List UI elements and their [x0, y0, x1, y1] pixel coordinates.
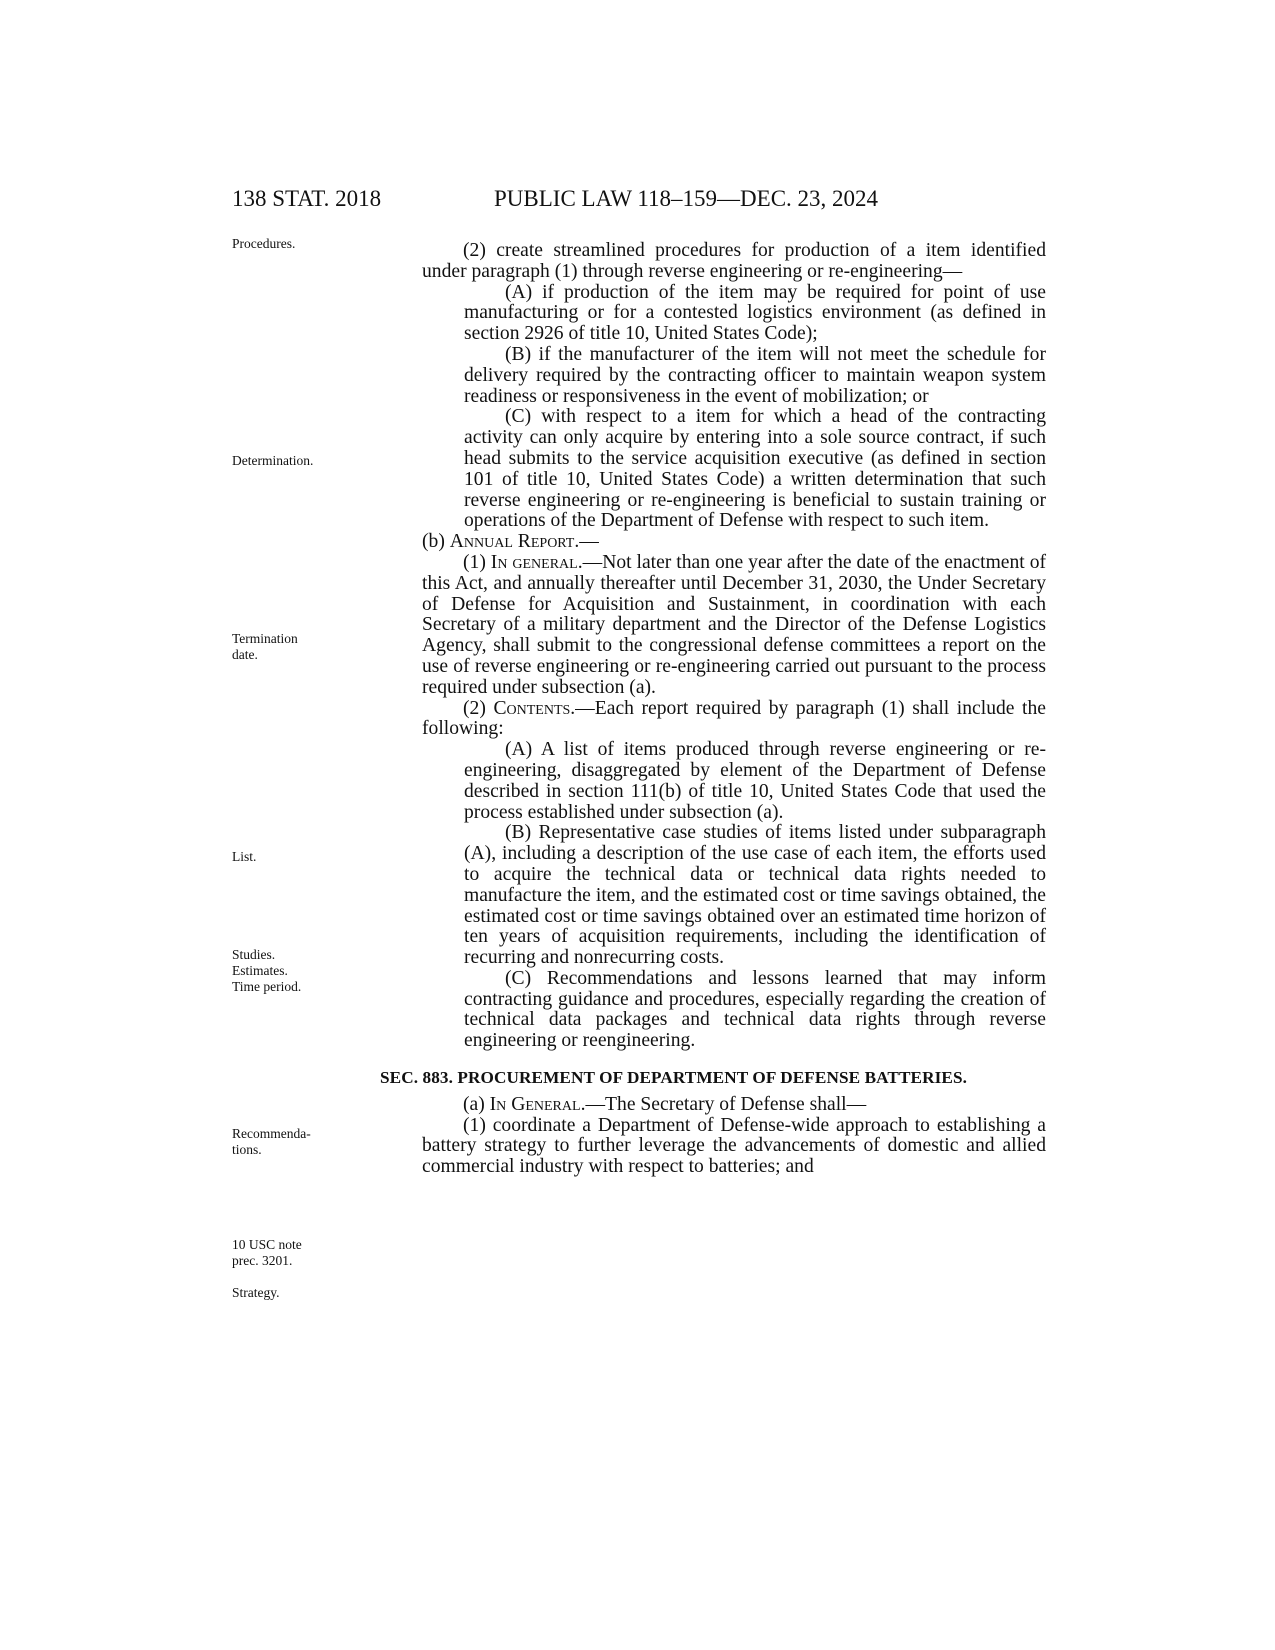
subparagraph-2b: (B) if the manufacturer of the item will not meet the schedule for delivery required by the contracting officer to maintain weapon system readiness or responsiveness in the event of mobilization; or	[464, 343, 1046, 407]
margin-note-list: List.	[232, 849, 257, 864]
page-header	[232, 186, 1046, 216]
subparagraph-b2a: (A) A list of items produced through reverse engineering or re-engineering, disaggregated by element of the Department of Defense described in section 111(b) of title 10, United States Code that used the process established under subsection (a).	[464, 739, 1046, 823]
law-title: PUBLIC LAW 118–159—DEC. 23, 2024	[494, 186, 879, 211]
subparagraph-2c: (C) with respect to a item for which a head of the contracting activity can only acquire by entering into a sole source contract, if such head submits to the service acquisition executive (as defined in section 101 of title 10, United States Code) a written determination that such reverse engineering or re-engineering is beneficial to sustain training or operations of the Department of Defense with respect to such item.	[464, 406, 1046, 532]
paragraph-2: (2) create streamlined procedures for production of a item identified under paragraph (1) through reverse engineering or re-engineering—	[422, 240, 1046, 282]
margin-note-studies: Studies. Estimates. Time period.	[232, 947, 302, 994]
margin-note-strategy: Strategy.	[232, 1285, 280, 1300]
paragraph-a1: (1) coordinate a Department of Defense-wide approach to establishing a battery strategy to further leverage the advancements of domestic and allied commercial industry with respect to batteries; and	[422, 1114, 1046, 1178]
subparagraph-2a: (A) if production of the item may be required for point of use manufacturing or for a contested logistics environment (as defined in section 2926 of title 10, United States Code);	[464, 281, 1046, 345]
subparagraph-b2c: (C) Recommendations and lessons learned that may inform contracting guidance and procedures, especially regarding the creation of technical data packages and technical data rights through reverse engineering or reengineering.	[464, 967, 1046, 1052]
margin-note-procedures: Procedures.	[232, 236, 296, 251]
section-883-heading: SEC. 883. PROCUREMENT OF DEPARTMENT OF DEFENSE BATTERIES.	[380, 1068, 967, 1088]
stat-citation: 138 STAT. 2018	[232, 186, 382, 211]
margin-note-termination-date: Termination date.	[232, 631, 298, 662]
margin-note-determination: Determination.	[232, 453, 314, 468]
margin-note-usc: 10 USC note prec. 3201.	[232, 1237, 302, 1268]
subparagraph-b2b: (B) Representative case studies of items listed under subparagraph (A), including a description of the use case of each item, the efforts used to acquire the technical data or technical data rights needed to manufacture the item, and the estimated cost or time savings obtained, the estimated cost or time savings obtained over an estimated time horizon of ten years of acquisition requirements, including the identification of recurring and nonrecurring costs.	[464, 822, 1046, 969]
subsection-a: (a) In General.—The Secretary of Defense shall—	[463, 1093, 867, 1115]
subsection-b-heading: (b) Annual Report.—	[422, 531, 599, 553]
paragraph-b2: (2) Contents.—Each report required by paragraph (1) shall include the following:	[422, 697, 1046, 740]
statute-body	[380, 240, 1047, 1178]
margin-note-recommendations: Recommenda- tions.	[232, 1126, 311, 1157]
paragraph-b1: (1) In general.—Not later than one year after the date of the enactment of this Act, and annually thereafter until December 31, 2030, the Under Secretary of Defense for Acquisition and Sustainment, in coordination with each Secretary of a military department and the Director of the Defense Logistics Agency, shall submit to the congressional defense committees a report on the use of reverse engineering or re-engineering carried out pursuant to the process required under subsection (a).	[422, 551, 1047, 698]
